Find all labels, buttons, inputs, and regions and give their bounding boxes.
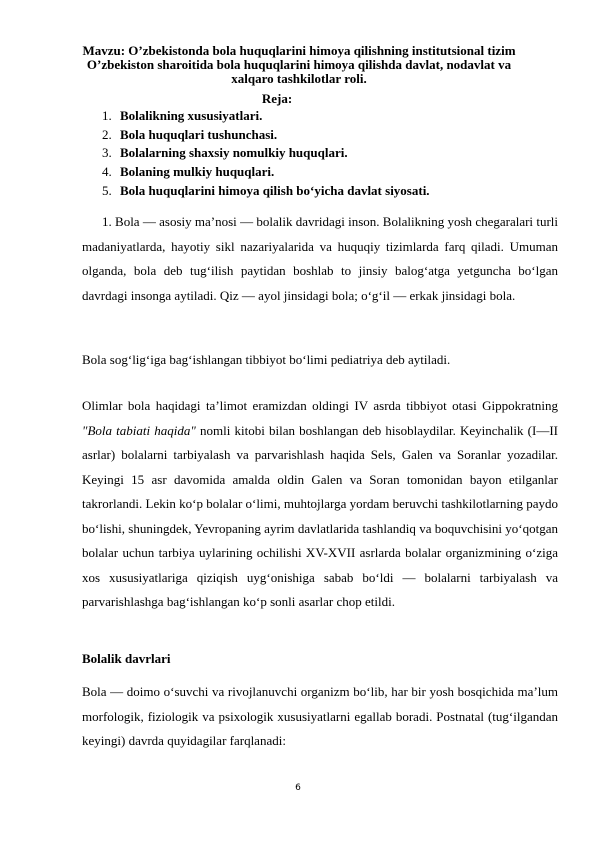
plan-item xyxy=(102,126,430,145)
paragraph-definition: 1. Bola — asosiy ma’nosi — bolalik davridagi inson. Bolalikning yosh chegaralari turli madaniyatlarda, hayotiy sikl nazariyalarida va huquqiy tizimlarda farq qiladi. Umuman olganda, bola deb tug‘ilish paytidan boshlab to jinsiy balog‘atga yetguncha bo‘lgan davrdagi insonga aytiladi. Qiz — ayol jinsidagi bola; o‘g‘il — erkak jinsidagi bola. xyxy=(82,214,558,303)
document-title xyxy=(72,44,526,86)
plan-item-number: 2. xyxy=(102,126,112,142)
plan-item-text: Bola huquqlari tushunchasi. xyxy=(120,126,278,142)
plan-item-text: Bolalikning xususiyatlari. xyxy=(120,108,263,123)
plan-item-number: 4. xyxy=(102,164,112,180)
title-line-2: O’zbekiston sharoitida bola huquqlarini himoya qilishda davlat, nodavlat va xyxy=(86,57,512,72)
plan-item-number: 1. xyxy=(102,108,112,123)
plan-item-text: Bolalarning shaxsiy nomulkiy huquqlari. xyxy=(120,145,348,161)
plan-item xyxy=(102,182,430,201)
plan-item xyxy=(102,107,430,126)
page-number: 6 xyxy=(295,783,301,793)
history-text-end: nomli kitobi bilan boshlangan deb hisoblaydilar. Keyinchalik (I—II asrlar) bolalarni tarbiyalash va parvarishlash haqida Sels, Galen va Soranlar yozadilar. Keyingi 15 asr davomida amalda oldin Galen va Soran tomonidan bayon etilganlar takrorlandi. Lekin ko‘p bolalar o‘limi, muhtojlarga yordam beruvchi tashkilotlarning paydo bo‘lishi, shuningdek, Yevropaning ayrim davlatlarida tashlandiq va boquvchisini yo‘qotgan bolalar uchun tarbiya uylarining ochilishi XV-XVII asrlarda bolalar organizmining o‘ziga xos xususiyatlariga qiziqish uyg‘onishiga sabab bo‘ldi — bolalarni tarbiyalash va parvarishlashga bag‘ishlangan ko‘p sonli asarlar chop etildi. xyxy=(82,422,558,609)
plan-item-text: Bola huquqlarini himoya qilish bo‘yicha davlat siyosati. xyxy=(120,182,430,198)
plan-item-text: Bolaning mulkiy huquqlari. xyxy=(120,164,275,180)
plan-list xyxy=(102,107,430,201)
book-title: "Bola tabiati haqida" xyxy=(82,422,196,438)
plan-item xyxy=(102,163,430,182)
section-heading: Bolalik davrlari xyxy=(82,651,171,666)
plan-item-number: 3. xyxy=(102,145,112,161)
plan-item xyxy=(102,144,430,163)
plan-heading: Reja: xyxy=(261,91,293,106)
paragraph-history xyxy=(82,394,558,615)
paragraph-periods: Bola — doimo o‘suvchi va rivojlanuvchi organizm bo‘lib, har bir yosh bosqichida ma’lum morfologik, fiziologik va psixologik xususiyatlarni egallab boradi. Postnatal (tug‘ilgandan keyingi) davrda quyidagilar farqlanadi: xyxy=(82,684,558,748)
history-text-start: Olimlar bola haqidagi ta’limot eramizdan oldingi IV asrda tibbiyot otasi Gippokratning xyxy=(82,398,558,413)
plan-item-number: 5. xyxy=(102,182,112,198)
title-line-3: xalqaro tashkilotlar roli. xyxy=(231,71,367,86)
paragraph-pediatrics: Bola sog‘lig‘iga bag‘ishlangan tibbiyot bo‘limi pediatriya deb aytiladi. xyxy=(82,352,451,367)
title-line-1: Mavzu: O’zbekistonda bola huquqlarini himoya qilishning institutsional tizim xyxy=(82,43,516,58)
